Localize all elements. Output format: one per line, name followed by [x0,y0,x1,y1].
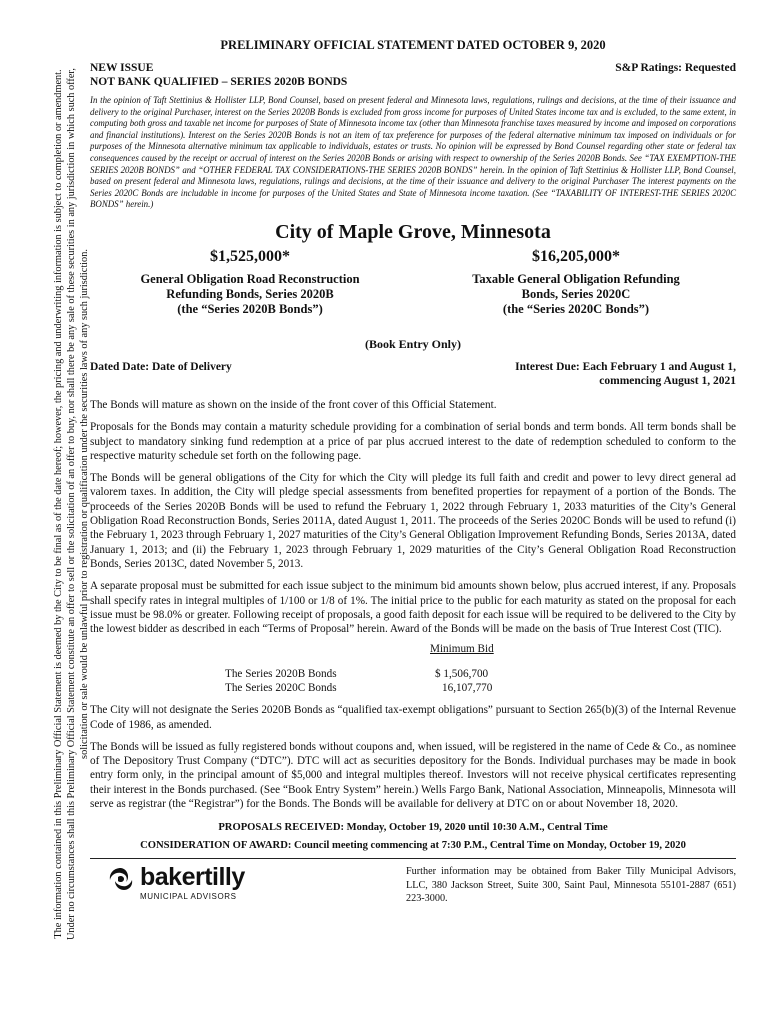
bakertilly-logo [106,865,245,905]
paragraph-maturity: The Bonds will mature as shown on the inside of the front cover of this Official Statement. [90,398,497,411]
series-2020c-title-3: (the “Series 2020C Bonds”) [502,301,650,316]
notice-line-3: solicitation or sale would be unlawful prior to registration or qualification under the securities laws of any such jurisdiction. [79,249,90,759]
interest-due-line-2: commencing August 1, 2021 [599,374,736,387]
interest-due [515,360,736,388]
paragraph-general-obligation: The Bonds will be general obligations of the City for which the City will pledge its full faith and credit and power to levy direct general ad valorem taxes. In addition, the City will pledge special assessments from benefited properties for repayment of a portion of the Bonds. The proceeds of the Series 2020B Bonds will be used to refund the February 1, 2022 through February 1, 2033 maturities of the City’s General Obligation Road Reconstruction Bonds, Series 2011A, dated August 1, 2011. The proceeds of the Series 2020C Bonds will be used to refund (i) the February 1, 2023 through February 1, 2027 maturities of the City’s General Obligation Improvement Refunding Bonds, Series 2013A, dated January 1, 2013; and (ii) the February 1, 2023 through February 1, 2029 maturities of the City’s General Obligation Road Reconstruction Bonds, Series 2013C, dated November 5, 2013. [90,472,736,570]
proposals-received: PROPOSALS RECEIVED: Monday, October 19, 2020 until 10:30 A.M., Central Time [218,822,608,834]
footer-divider [90,858,736,859]
interest-due-line-1: Interest Due: Each February 1 and August 1, [515,360,736,373]
series-2020b-title-2: Refunding Bonds, Series 2020B [166,286,334,301]
consideration-of-award: CONSIDERATION OF AWARD: Council meeting commencing at 7:30 P.M., Central Time on Monday, October 19, 2020 [140,840,686,852]
paragraph-registration: The Bonds will be issued as fully registered bonds without coupons and, when issued, will be registered in the name of Cede & Co., as nominee of The Depository Trust Company (“DTC”). DTC will act as securities depository for the Bonds. Individual purchases may be made in book entry form only, in the principal amount of $5,000 and integral multiples thereof. Investors will not receive physical certificates representing their interest in the Bonds purchased. (See “Book Entry System” herein.) Wells Fargo Bank, National Association, Minneapolis, Minnesota will serve as registrar (the “Registrar”) for the Bonds. The Bonds will be available for delivery at DTC on or about November 18, 2020. [90,740,736,811]
series-2020b-title-3: (the “Series 2020B Bonds”) [177,301,323,316]
bid-row-value: 16,107,770 [442,681,493,694]
document-page [90,38,736,905]
paragraph-proposals: Proposals for the Bonds may contain a maturity schedule providing for a combination of serial bonds and term bonds. All term bonds shall be subject to mandatory sinking fund redemption at a price of par plus accrued interest to the date of redemption scheduled to conform to the respective maturity schedule set forth on the following page. [90,421,736,462]
logo-subtitle: MUNICIPAL ADVISORS [140,892,237,902]
series-2020c-amount: $16,205,000* [532,247,620,265]
table-row [225,681,494,695]
dates-row [90,360,736,388]
bond-counsel-opinion: In the opinion of Taft Stettinius & Hollister LLP, Bond Counsel, based on present federal and Minnesota laws, regulations, rulings and decisions, at the time of their issuance and delivery to the original Purchaser, interest on the Series 2020B Bonds is excluded from gross income for purposes of United States income tax and is excluded, to the same extent, in computing both gross and taxable net income for purposes of State of Minnesota income tax (other than Minnesota franchise taxes measured by income and imposed on corporations and financial institutions). Interest on the Series 2020B Bonds is not an item of tax preference for purposes of the federal alternative minimum tax imposed on individuals or for purposes of the Minnesota alternative minimum tax applicable to individuals, estates or trusts. No opinion will be expressed by Bond Counsel regarding other state or federal tax consequences caused by the receipt or accrual of interest on the Series 2020B Bonds or arising with respect to ownership of the Series 2020B Bonds. See “TAX EXEMPTION-THE SERIES 2020B BONDS” and “OTHER FEDERAL TAX CONSIDERATIONS-THE SERIES 2020B BONDS” herein. In the opinion of Taft Stettinius & Hollister LLP, Bond Counsel, based on present federal and Minnesota laws, regulations, rulings and decisions, at the time of their issuance and delivery to the original Purchaser The interest payments on the Series 2020C Bonds are includable in income for purposes of the United States and State of Minnesota income taxation. (See “TAXABILITY OF INTEREST-THE SERIES 2020C BONDS” herein.) [90,95,736,210]
series-2020b [90,248,410,317]
document-title: PRELIMINARY OFFICIAL STATEMENT DATED OCTOBER 9, 2020 [220,38,606,52]
issuer-name: City of Maple Grove, Minnesota [275,220,551,243]
series-2020b-title-1: General Obligation Road Reconstruction [140,271,360,286]
minimum-bid-table [225,642,494,695]
series-2020b-amount: $1,525,000* [210,247,290,265]
bond-series-columns [90,248,736,317]
new-issue-label: NEW ISSUE [90,62,154,74]
ratings-label: S&P Ratings: Requested [615,62,736,74]
bakertilly-swirl-logo-icon [106,865,136,895]
book-entry-label: (Book Entry Only) [364,336,461,351]
bid-row-label: The Series 2020B Bonds [225,667,337,680]
footer [90,865,736,905]
bid-row-value: $ 1,506,700 [435,667,489,680]
notice-line-1: The information contained in this Preliminary Official Statement is deemed by the City to be final as of the date hereof; however, the pricing and underwriting information is subject to completion or amendment. [53,69,64,939]
series-2020c [416,248,736,317]
not-bank-qualified-label: NOT BANK QUALIFIED – SERIES 2020B BONDS [90,76,348,88]
minimum-bid-header: Minimum Bid [430,643,494,656]
legal-notice-sidebar [52,40,94,968]
further-information: Further information may be obtained from Baker Tilly Municipal Advisors, LLC, 380 Jackson Street, Suite 300, Saint Paul, Minnesota 55101-2887 (651) 223-3000. [406,866,736,904]
logo-name: bakertilly [140,863,245,892]
paragraph-separate-proposal: A separate proposal must be submitted for each issue subject to the minimum bid amounts shown below, plus accrued interest, if any. Proposals shall specify rates in integral multiples of 1/100 or 1/8 of 1%. The initial price to the public for each maturity as stated on the proposal for each issue must be 98.0% or greater. Following receipt of proposals, a good faith deposit for each issue will be required to be delivered to the City by the lowest bidder as described in each “Terms of Proposal” herein. Award of the Bonds will be made on the basis of True Interest Cost (TIC). [90,580,736,636]
notice-line-2: Under no circumstances shall this Preliminary Official Statement constitute an offer to sell or the solicitation of an offer to buy, nor shall there be any sale of these securities in any jurisdiction in which such offer, [66,67,77,941]
paragraph-qualified-obligations: The City will not designate the Series 2020B Bonds as “qualified tax-exempt obligations” pursuant to Section 265(b)(3) of the Internal Revenue Code of 1986, as amended. [90,704,736,731]
bid-row-label: The Series 2020C Bonds [225,681,337,694]
dated-date: Dated Date: Date of Delivery [90,360,232,373]
table-row [225,667,494,681]
series-2020c-title-1: Taxable General Obligation Refunding [472,271,680,286]
series-2020c-title-2: Bonds, Series 2020C [521,286,631,301]
issue-header [90,61,736,89]
